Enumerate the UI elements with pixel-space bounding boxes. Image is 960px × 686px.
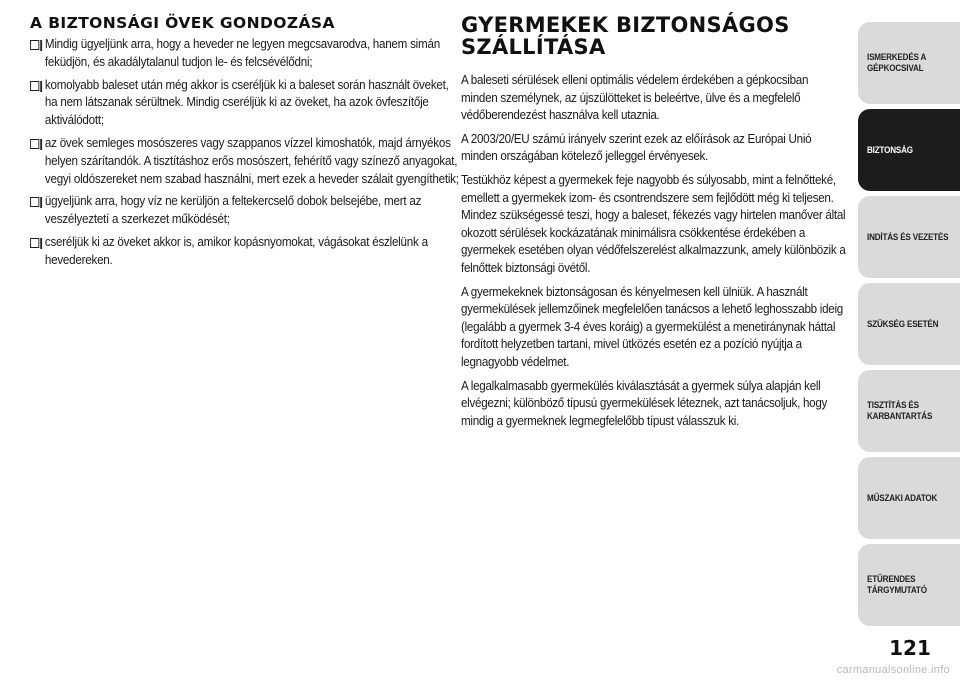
list-item: az övek semleges mosószeres vagy szappanos vízzel kimoshatók, majd árnyékos helyen szárítandók. A tisztításhoz erős mosószert, fehérítő vagy színező anyagokat, vegyi oldószereket nem szabad használni, mert ezek a heveder szálait gyengíthetik; <box>30 135 460 188</box>
right-column <box>461 14 846 436</box>
paragraph: A gyermekeknek biztonságosan és kényelmesen kell ülniük. A használt gyermekülések jellemzőinek megfelelően tanácsos a lehető leghosszabb ideig (legalább a gyermek 3-4 éves koráig) a gyermekülést a menetiránynak háttal fordított helyzetben tartani, mivel ütközés esetén ez a pozíció nyújtja a legnagyobb védelmet. <box>461 284 843 369</box>
tab-muszaki[interactable]: MŰSZAKI ADATOK <box>858 457 960 539</box>
chapter-sidebar <box>858 22 960 631</box>
paragraph: Testükhöz képest a gyermekek feje nagyobb és súlyosabb, mint a felnőtteké, emellett a gyermekek izom- és csontrendszere sem fejlődött még ki teljesen. Mindez szükségessé teszi, hogy a baleset, fékezés vagy hirtelen manőver által okozott sérülések kockázatának minimálisra csökkentése érdekében a gyermekek esetében olyan védőfelszerelést alkalmazzunk, amely különbözik a felnőttek biztonsági övétől. <box>461 172 846 275</box>
tab-targymutato[interactable]: ETŰRENDES TÁRGYMUTATÓ <box>858 544 960 626</box>
watermark: carmanualsonline.info <box>836 664 950 676</box>
belt-care-list <box>30 36 459 270</box>
list-item: komolyabb baleset után még akkor is cseréljük ki a baleset során használt öveket, ha nem látszanak sérültnek. Mindig cseréljük ki az öveket, ha azok övfeszítője aktiválódott; <box>30 77 460 130</box>
tab-tisztitas[interactable]: TISZTÍTÁS ÉS KARBANTARTÁS <box>858 370 960 452</box>
left-column <box>30 14 459 275</box>
page-number: 121 <box>889 636 931 660</box>
section-heading-belt-care: A BIZTONSÁGI ÖVEK GONDOZÁSA <box>30 14 335 32</box>
tab-biztonsag[interactable]: BIZTONSÁG <box>858 109 960 191</box>
checkbox-bullet-icon <box>30 81 39 91</box>
list-item: ügyeljünk arra, hogy víz ne kerüljön a feltekercselő dobok belsejébe, mert az veszélyeztetí a szerkezet működését; <box>30 193 460 229</box>
tab-ismerkedes[interactable]: ISMERKEDÉS A GÉPKOCSIVAL <box>858 22 960 104</box>
tab-szukseg[interactable]: SZÜKSÉG ESETÉN <box>858 283 960 365</box>
paragraph: A legalkalmasabb gyermekülés kiválasztását a gyermek súlya alapján kell elvégezni; különböző típusú gyermekülések léteznek, azt tanácsoljuk, hogy mindig a gyermeknek legmegfelelőbb típust válasszuk ki. <box>461 378 828 428</box>
list-item: cseréljük ki az öveket akkor is, amikor kopásnyomokat, vágásokat észlelünk a hevedereken. <box>30 234 460 270</box>
checkbox-bullet-icon <box>30 40 39 50</box>
checkbox-bullet-icon <box>30 238 39 248</box>
section-heading-child-safety: GYERMEKEK BIZTONSÁGOS SZÁLLÍTÁSA <box>461 13 790 59</box>
list-item: Mindig ügyeljünk arra, hogy a heveder ne legyen megcsavarodva, hanem simán feküdjön, és akadálytalanul tudjon le- és felcsévélődni; <box>30 36 460 72</box>
paragraph: A 2003/20/EU számú irányelv szerint ezek az előírások az Európai Unió minden országában kötelező jelleggel érvényesek. <box>461 131 812 164</box>
paragraph: A baleseti sérülések elleni optimális védelem érdekében a gépkocsiban minden személynek, az újszülötteket is beleértve, ülve és a megfelelő védőberendezést használva kell utaznia. <box>461 73 809 123</box>
tab-inditas[interactable]: INDÍTÁS ÉS VEZETÉS <box>858 196 960 278</box>
checkbox-bullet-icon <box>30 197 39 207</box>
checkbox-bullet-icon <box>30 139 39 149</box>
